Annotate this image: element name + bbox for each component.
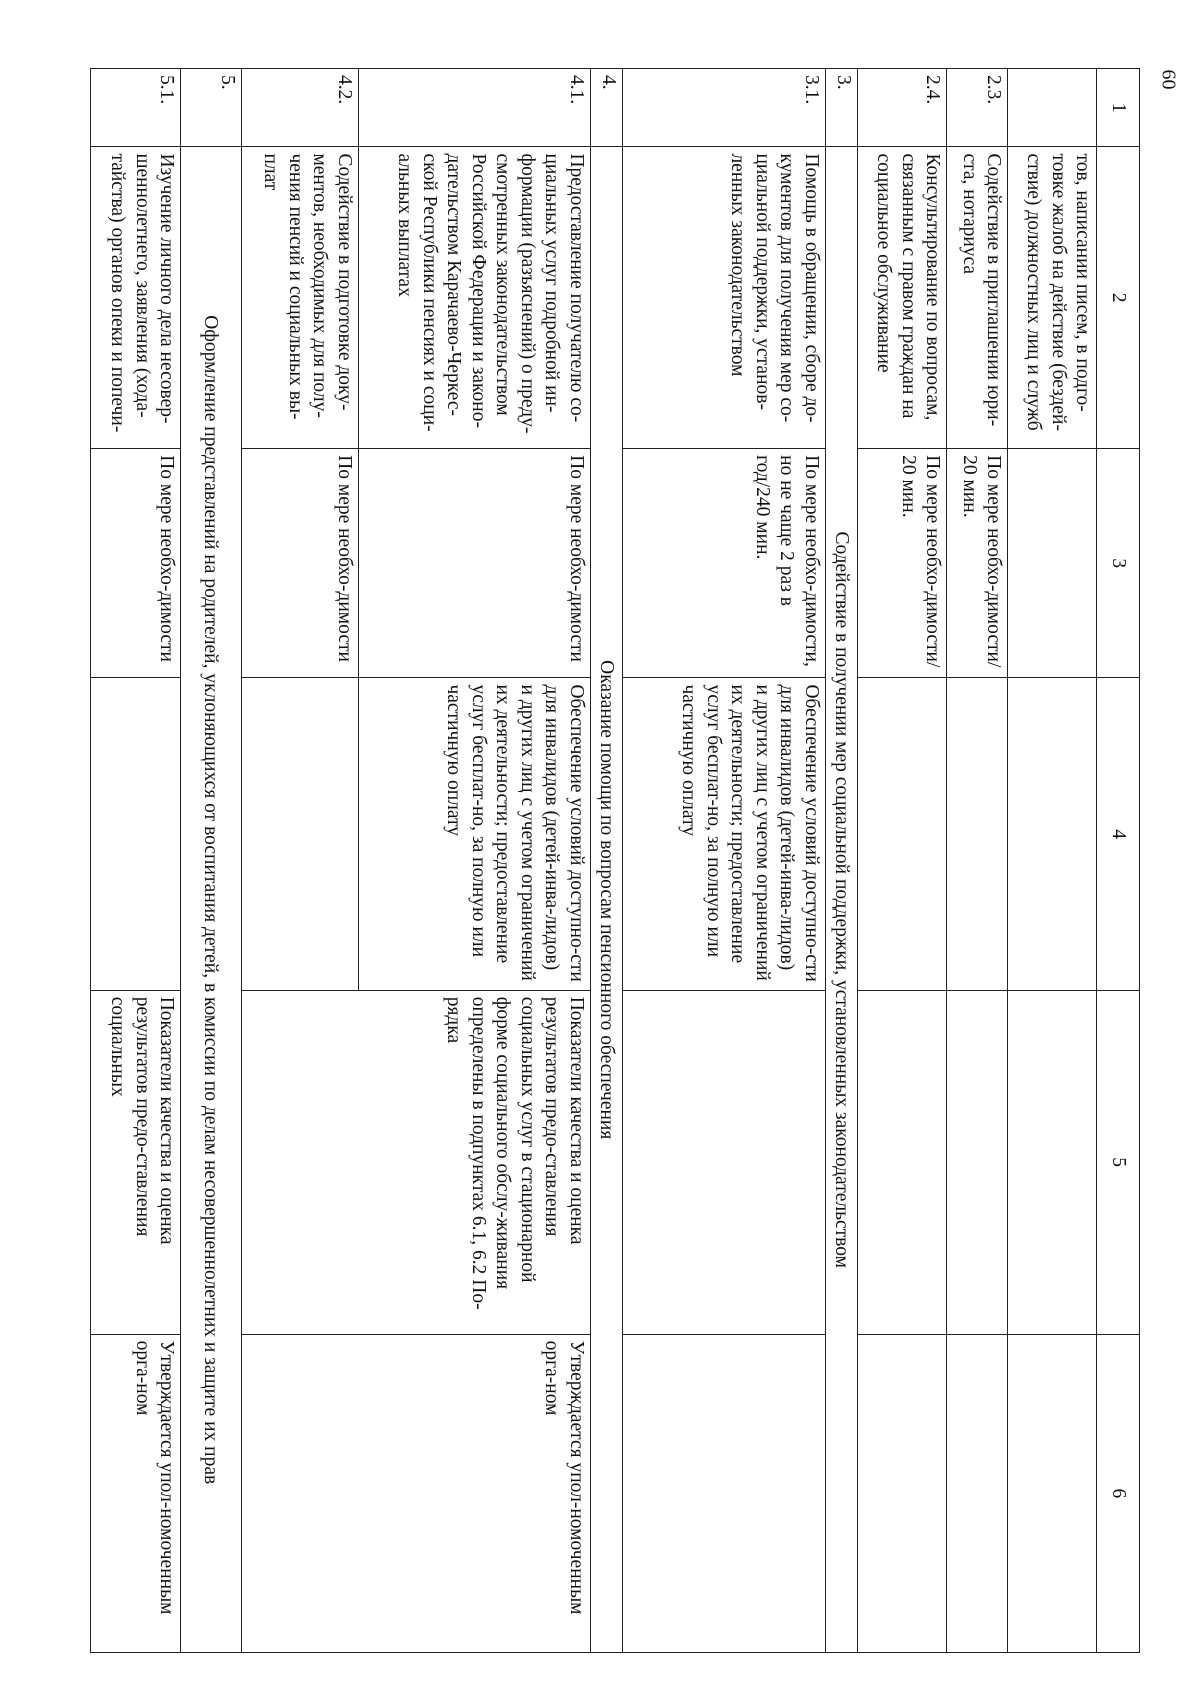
service-description: Содействие в приглашении юри-ста, нотариуса [947,147,1008,449]
service-description: Консультирование по вопросам, связанным с правом граждан на социальное обслуживание [858,147,947,449]
header-cell: 5 [1097,990,1140,1334]
section-number: 3. [825,69,857,147]
frequency-cell: По мере необхо-димости, но не чаще 2 раз в год/240 мин. [623,449,826,678]
row-number: 2.4. [858,69,947,147]
service-description: Изучение личного дела несовер-шеннолетнего, заявления (хода-тайства) органов опеки и попечи- [91,147,181,449]
service-description: тов, написании писем, в подго-товке жалоб на действие (бездей-ствие) должностных лиц и служб [1008,147,1097,449]
approval-cell [947,1334,1008,1652]
frequency-cell: По мере необхо-димости/ 20 мин. [858,449,947,678]
row-number: 4.1. [358,69,590,147]
page-number: 60 [1157,69,1180,90]
section-row [590,69,622,1653]
approval-cell [623,1334,826,1652]
header-cell: 3 [1097,449,1140,678]
section-number: 5. [181,69,241,147]
section-number: 4. [590,69,622,147]
quality-cell [947,990,1008,1334]
header-cell: 6 [1097,1334,1140,1652]
section-row [825,69,857,1653]
row-number: 2.3. [947,69,1008,147]
quality-cell [623,990,826,1334]
approval-cell: Утверждается упол-номоченным орга-ном [91,1334,181,1652]
section-row [181,69,241,1653]
header-cell: 4 [1097,678,1140,990]
service-description: Предоставление получателю со-циальных услуг подробной ин-формации (разъяснений) о преду-смотренных законодательством Российской Федерации и законо-дательством Карачаево-Черкес-ской Республики пенсиях и соци-альных выплатах [358,147,590,449]
conditions-cell [241,678,358,990]
quality-cell [1008,990,1097,1334]
frequency-cell: По мере необхо-димости/ 20 мин. [947,449,1008,678]
service-description: Содействие в подготовке доку-ментов, необходимых для полу-чения пенсий и социальных вы-плат [241,147,358,449]
table-row [358,69,590,1653]
approval-cell [858,1334,947,1652]
header-row [1097,69,1140,1653]
conditions-cell [947,678,1008,990]
conditions-cell [91,678,181,990]
section-title: Оказание помощи по вопросам пенсионного обеспечения [590,147,622,1653]
header-cell: 1 [1097,69,1140,147]
frequency-cell: По мере необхо-димости [91,449,181,678]
services-table [90,68,1140,1653]
table-row [1008,69,1097,1653]
section-title: Оформление представлений на родителей, уклоняющихся от воспитания детей, в комиссии по делам несовершеннолетних и защите их прав [181,147,241,1653]
rotated-page [90,68,1140,1653]
service-description: Помощь в обращении, сборе до-кументов для получения мер со-циальной поддержки, установ-ленных законодательством [623,147,826,449]
table-row [858,69,947,1653]
quality-cell: Показатели качества и оценка результатов предо-ставления социальных услуг в стационарной форме социального обслу-живания определены в подпунктах 6.1, 6.2 По-рядка [241,990,590,1334]
row-number: 4.2. [241,69,358,147]
approval-cell [1008,1334,1097,1652]
quality-cell [858,990,947,1334]
conditions-cell [858,678,947,990]
conditions-cell [1008,678,1097,990]
conditions-cell: Обеспечение условий доступно-сти для инвалидов (детей-инва-лидов) и других лиц с учетом ограничений их деятельности; предоставление услуг бесплат-но, за полную или частичную оплату [623,678,826,990]
approval-cell: Утверждается упол-номоченным орга-ном [241,1334,590,1652]
row-number: 3.1. [623,69,826,147]
quality-cell: Показатели качества и оценка результатов предо-ставления социальных [91,990,181,1334]
frequency-cell: По мере необхо-димости [358,449,590,678]
frequency-cell [1008,449,1097,678]
table-row [91,69,181,1653]
header-cell: 2 [1097,147,1140,449]
frequency-cell: По мере необхо-димости [241,449,358,678]
row-number [1008,69,1097,147]
conditions-cell: Обеспечение условий доступно-сти для инвалидов (детей-инва-лидов) и других лиц с учетом ограничений их деятельности; предоставление услуг бесплат-но, за полную или частичную оплату [358,678,590,990]
table-row [623,69,826,1653]
table-row [947,69,1008,1653]
section-title: Содействие в получении мер социальной поддержки, установленных законодательством [825,147,857,1653]
row-number: 5.1. [91,69,181,147]
